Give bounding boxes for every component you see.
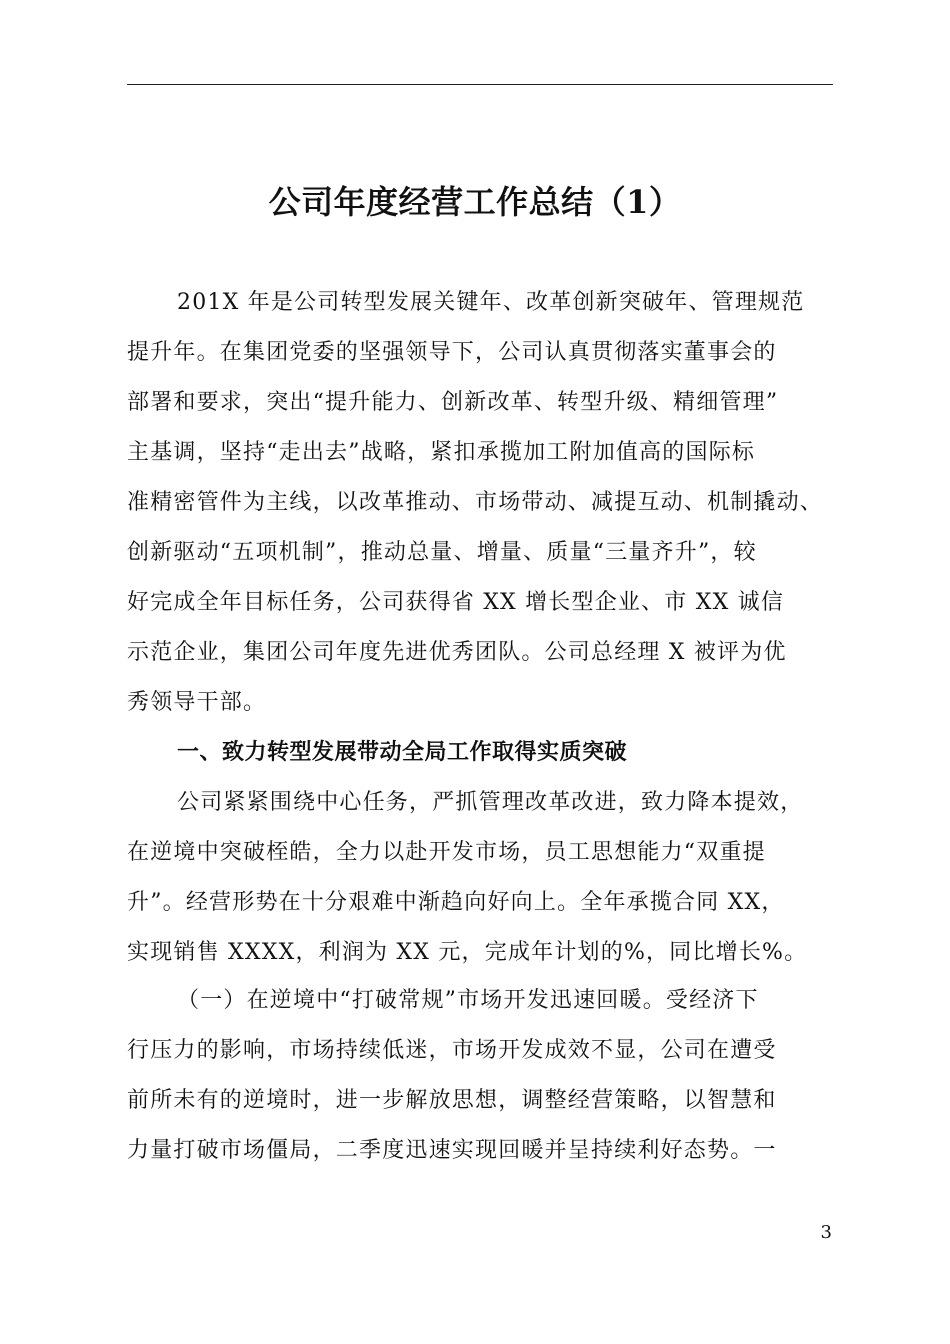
document-title: 公司年度经营工作总结（1）	[268, 183, 682, 221]
paragraph-line: 公司紧紧围绕中心任务，严抓管理改革改进，致力降本提效，	[177, 790, 804, 815]
paragraph-line: （一）在逆境中“打破常规”市场开发迅速回暖。受经济下	[177, 988, 759, 1013]
paragraph-line: 力量打破市场僵局，二季度迅速实现回暖并呈持续利好态势。一	[127, 1138, 777, 1163]
header-rule	[127, 84, 833, 85]
paragraph-line: 在逆境中突破桎皓，全力以赴开发市场，员工思想能力“双重提	[127, 840, 766, 865]
paragraph-line: 创新驱动“五项机制”，推动总量、增量、质量“三量齐升”，较	[127, 540, 757, 565]
paragraph-line: 前所未有的逆境时，进一步解放思想，调整经营策略，以智慧和	[127, 1088, 777, 1113]
paragraph-line: 好完成全年目标任务，公司获得省 XX 增长型企业、市 XX 诚信	[127, 590, 785, 615]
section-heading	[127, 728, 833, 778]
subsection-paragraph	[127, 976, 833, 1176]
paragraph-line: 示范企业，集团公司年度先进优秀团队。公司总经理 X 被评为优	[127, 640, 787, 665]
section-heading-text: 一、致力转型发展带动全局工作取得实质突破	[177, 740, 628, 765]
paragraph-line: 行压力的影响，市场持续低迷，市场开发成效不显，公司在遭受	[127, 1038, 777, 1063]
paragraph-line: 升”。经营形势在十分艰难中渐趋向好向上。全年承揽合同 XX，	[127, 890, 785, 915]
paragraph-line: 准精密管件为主线，以改革推动、市场带动、减提互动、机制撬动、	[127, 490, 824, 515]
paragraph-line: 201X 年是公司转型发展关键年、改革创新突破年、管理规范	[177, 290, 805, 315]
paragraph-line: 部署和要求，突出“提升能力、创新改革、转型升级、精细管理”	[127, 390, 779, 415]
page-number: 3	[820, 1222, 832, 1243]
paragraph-line: 实现销售 XXXX，利润为 XX 元，完成年计划的%，同比增长%。	[127, 940, 808, 965]
section-paragraph	[127, 778, 833, 978]
intro-paragraph	[127, 278, 833, 728]
paragraph-line: 提升年。在集团党委的坚强领导下，公司认真贯彻落实董事会的	[127, 340, 777, 365]
paragraph-line: 秀领导干部。	[127, 690, 267, 715]
paragraph-line: 主基调，坚持“走出去”战略，紧扣承揽加工附加值高的国际标	[127, 440, 756, 465]
